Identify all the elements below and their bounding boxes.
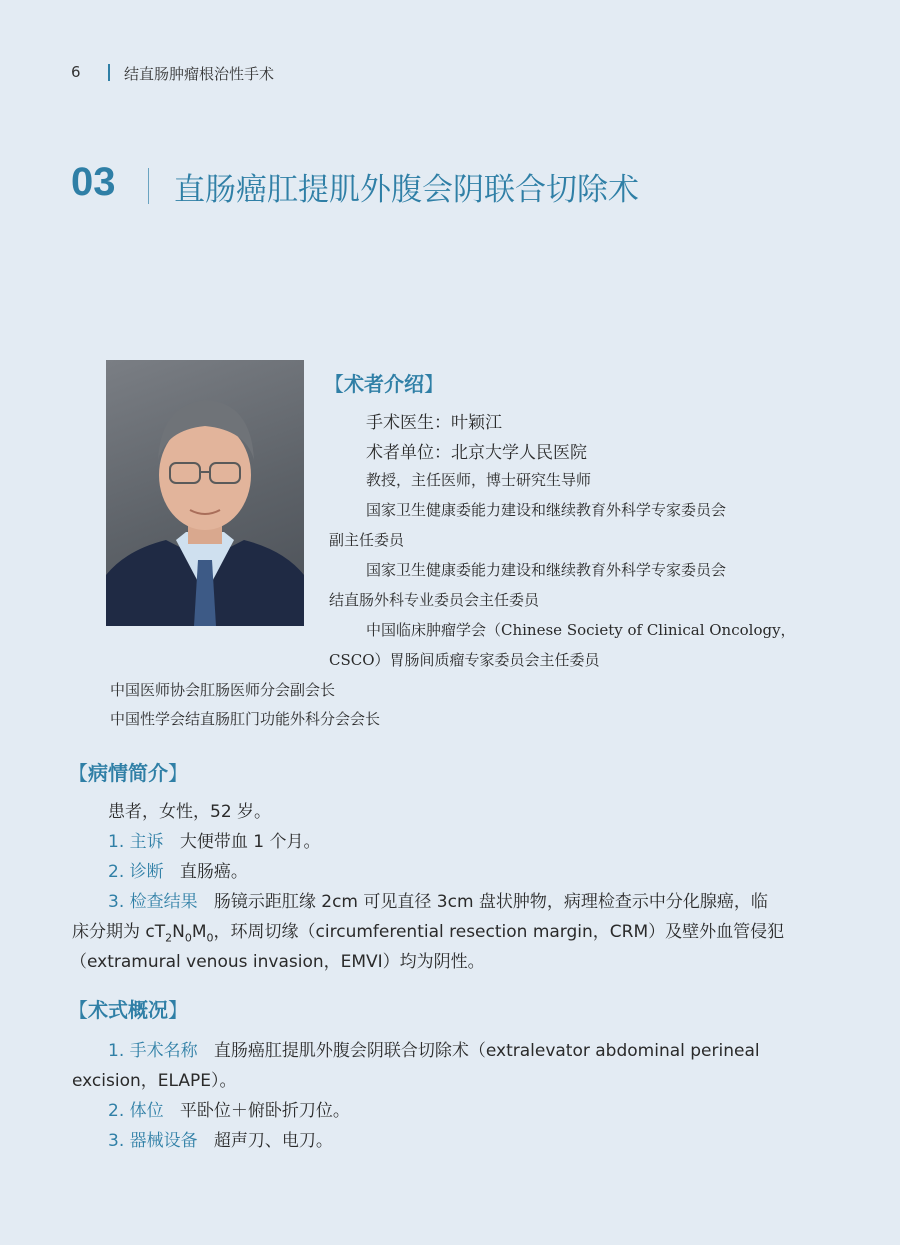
stage-n-sub: 0 bbox=[184, 931, 192, 945]
procedure-heading-text: 术式概况 bbox=[88, 998, 168, 1022]
case-item-3-text-b3: M bbox=[191, 922, 207, 942]
stage-t-sub: 2 bbox=[165, 931, 173, 945]
surgeon-heading-text: 术者介绍 bbox=[344, 372, 424, 396]
procedure-item-2-text: 平卧位＋俯卧折刀位。 bbox=[179, 1101, 350, 1121]
procedure-item-3-label: 3. 器械设备 bbox=[108, 1131, 198, 1151]
stage-m-sub: 0 bbox=[206, 931, 214, 945]
case-item-3-line-c: （extramural venous invasion，EMVI）均为阴性。 bbox=[70, 952, 485, 972]
procedure-heading bbox=[68, 994, 188, 1023]
bracket-open: 【 bbox=[68, 761, 88, 785]
chapter-title: 直肠癌肛提肌外腹会阴联合切除术 bbox=[174, 172, 639, 208]
case-item-3 bbox=[108, 887, 768, 912]
portrait-illustration bbox=[106, 360, 304, 626]
case-item-3-line-b bbox=[72, 917, 784, 944]
chapter-divider bbox=[148, 168, 149, 204]
page-number: 6 bbox=[71, 63, 81, 81]
case-item-3-text-b1: 床分期为 cT bbox=[72, 922, 166, 942]
procedure-item-1-text-a: 直肠癌肛提肌外腹会阴联合切除术（extralevator abdominal perineal bbox=[213, 1041, 760, 1061]
surgeon-name: 手术医生：叶颖江 bbox=[366, 413, 502, 433]
procedure-item-1-label: 1. 手术名称 bbox=[108, 1041, 198, 1061]
bracket-open: 【 bbox=[324, 372, 344, 396]
case-heading bbox=[68, 757, 188, 786]
case-patient: 患者，女性，52 岁。 bbox=[108, 802, 272, 822]
case-item-2 bbox=[108, 857, 248, 882]
procedure-item-2 bbox=[108, 1096, 350, 1121]
procedure-item-2-label: 2. 体位 bbox=[108, 1101, 164, 1121]
surgeon-role-3a: 中国临床肿瘤学会（Chinese Society of Clinical Oncology， bbox=[366, 621, 796, 639]
case-item-3-text-b4: ，环周切缘（circumferential resection margin，CRM）及壁外血管侵犯 bbox=[213, 922, 785, 942]
case-item-1-text: 大便带血 1 个月。 bbox=[179, 832, 321, 852]
case-item-2-text: 直肠癌。 bbox=[179, 862, 248, 882]
chapter-number: 03 bbox=[71, 160, 116, 204]
case-item-3-text-a: 肠镜示距肛缘 2cm 可见直径 3cm 盘状肿物，病理检查示中分化腺癌，临 bbox=[213, 892, 768, 912]
case-item-1-label: 1. 主诉 bbox=[108, 832, 164, 852]
case-item-3-text-b2: N bbox=[172, 922, 185, 942]
procedure-item-1-line-b: excision，ELAPE）。 bbox=[72, 1071, 237, 1091]
surgeon-photo bbox=[106, 360, 304, 626]
surgeon-role-2b: 结直肠外科专业委员会主任委员 bbox=[329, 591, 540, 609]
bracket-close: 】 bbox=[168, 761, 188, 785]
bracket-close: 】 bbox=[424, 372, 444, 396]
bracket-open: 【 bbox=[68, 998, 88, 1022]
case-item-1 bbox=[108, 827, 320, 852]
procedure-item-3-text: 超声刀、电刀。 bbox=[213, 1131, 333, 1151]
surgeon-unit: 术者单位：北京大学人民医院 bbox=[366, 443, 587, 463]
surgeon-role-4: 中国医师协会肛肠医师分会副会长 bbox=[110, 681, 336, 699]
case-item-3-label: 3. 检查结果 bbox=[108, 892, 198, 912]
surgeon-role-1a: 国家卫生健康委能力建设和继续教育外科学专家委员会 bbox=[366, 501, 727, 519]
surgeon-role-5: 中国性学会结直肠肛门功能外科分会会长 bbox=[110, 710, 381, 728]
surgeon-heading bbox=[324, 368, 444, 397]
surgeon-titles: 教授，主任医师，博士研究生导师 bbox=[366, 471, 592, 489]
procedure-item-1 bbox=[108, 1036, 760, 1061]
case-heading-text: 病情简介 bbox=[88, 761, 168, 785]
bracket-close: 】 bbox=[168, 998, 188, 1022]
header-divider bbox=[108, 64, 110, 81]
case-item-2-label: 2. 诊断 bbox=[108, 862, 164, 882]
procedure-item-3 bbox=[108, 1126, 333, 1151]
running-title: 结直肠肿瘤根治性手术 bbox=[124, 65, 275, 83]
surgeon-role-2a: 国家卫生健康委能力建设和继续教育外科学专家委员会 bbox=[366, 561, 727, 579]
surgeon-role-1b: 副主任委员 bbox=[329, 531, 405, 549]
surgeon-role-3b: CSCO）胃肠间质瘤专家委员会主任委员 bbox=[329, 651, 600, 669]
